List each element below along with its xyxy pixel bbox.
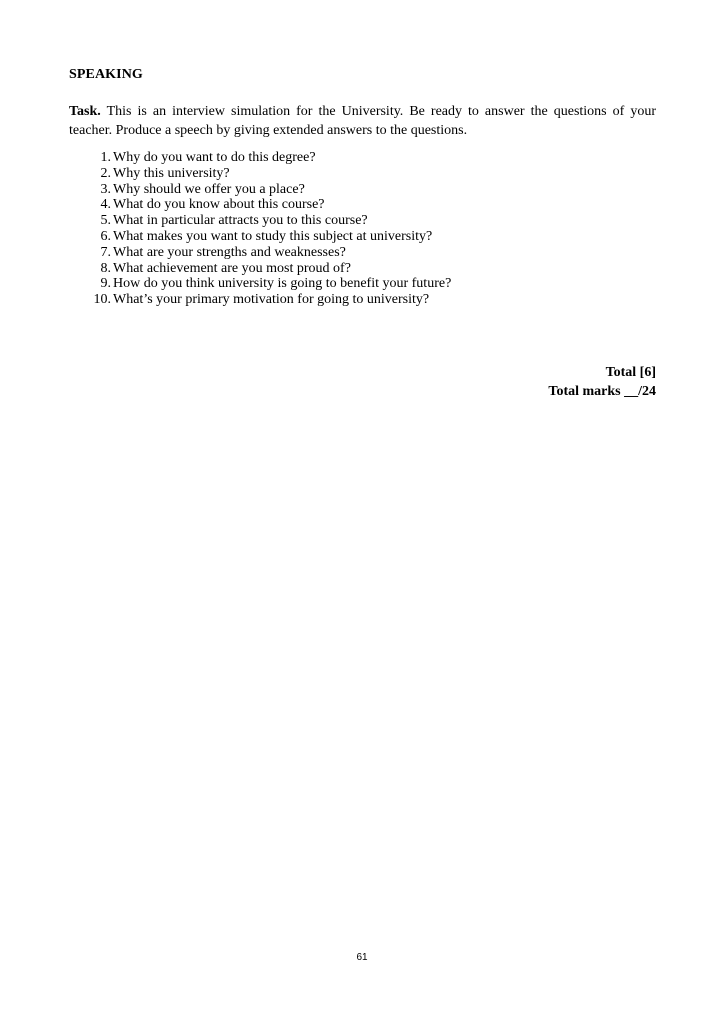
list-item — [69, 276, 656, 292]
question-text: What in particular attracts you to this course? — [113, 213, 368, 229]
total-score: Total [6] — [605, 365, 656, 380]
question-text: What do you know about this course? — [113, 197, 325, 213]
question-number: 8. — [100, 260, 111, 276]
question-number: 1. — [100, 150, 111, 165]
question-text: What achievement are you most proud of? — [113, 260, 351, 276]
list-item — [69, 292, 656, 308]
question-text: Why do you want to do this degree? — [113, 150, 316, 165]
list-item — [69, 229, 656, 245]
question-number: 9. — [100, 276, 111, 292]
list-item — [69, 197, 656, 213]
total-marks: Total marks __/24 — [548, 384, 656, 399]
task-text: This is an interview simulation for the University. Be ready to answer the questions of your teacher. Produce a speech by giving extended answers to the questions. — [69, 104, 656, 138]
question-text: What are your strengths and weaknesses? — [113, 244, 346, 260]
question-number: 2. — [100, 165, 111, 181]
question-number: 4. — [100, 197, 111, 213]
question-number: 7. — [100, 244, 111, 260]
list-item — [69, 261, 656, 277]
question-text: What makes you want to study this subject at university? — [113, 228, 433, 244]
question-text: What’s your primary motivation for going to university? — [113, 292, 430, 308]
question-text: Why should we offer you a place? — [113, 181, 305, 197]
task-paragraph — [69, 102, 656, 140]
task-label: Task. — [69, 104, 101, 119]
question-list — [69, 150, 656, 308]
totals-block — [548, 363, 656, 401]
list-item — [69, 213, 656, 229]
list-item — [69, 150, 656, 166]
question-number: 10. — [93, 292, 111, 308]
list-item — [69, 166, 656, 182]
question-number: 3. — [100, 181, 111, 197]
list-item — [69, 245, 656, 261]
question-text: How do you think university is going to benefit your future? — [113, 276, 452, 292]
question-number: 5. — [100, 213, 111, 229]
list-item — [69, 182, 656, 198]
page-number: 61 — [356, 952, 368, 963]
question-number: 6. — [100, 228, 111, 244]
section-heading: SPEAKING — [69, 67, 143, 82]
question-text: Why this university? — [113, 165, 230, 181]
